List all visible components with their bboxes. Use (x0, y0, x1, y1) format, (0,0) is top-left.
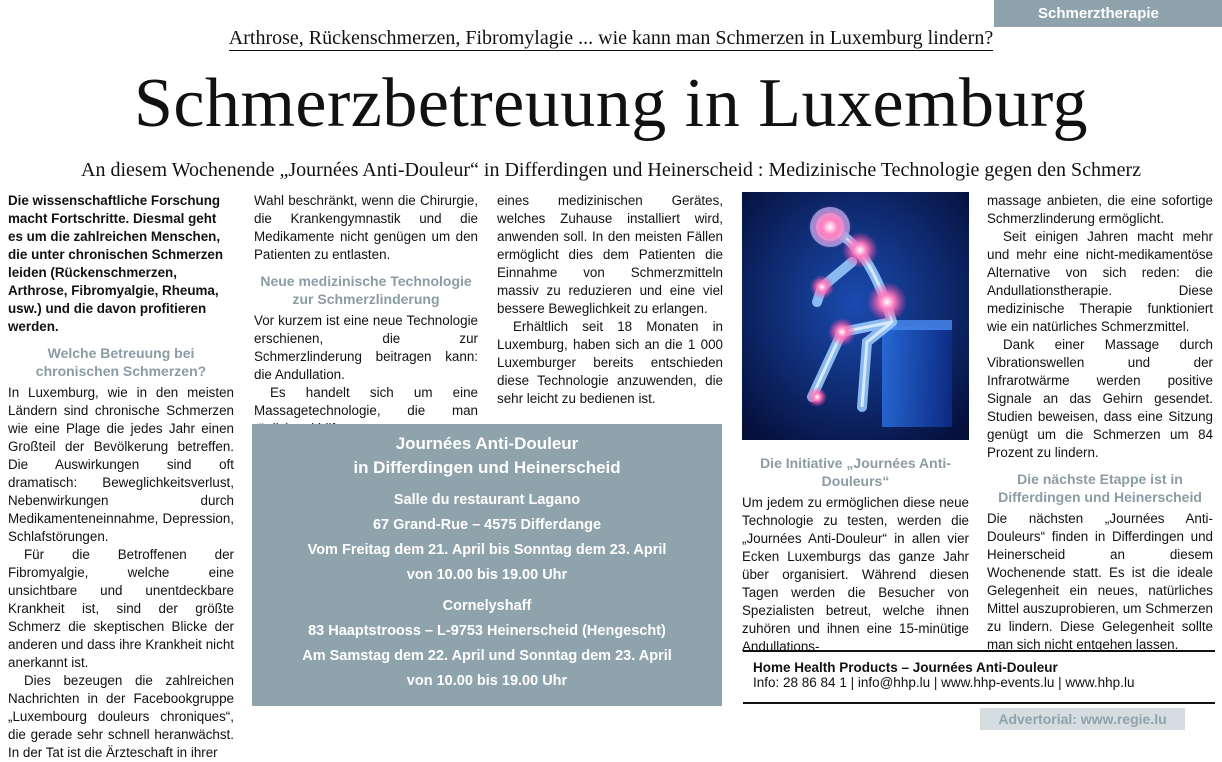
paragraph: Erhältlich seit 18 Monaten in Luxemburg, haben sich an die 1 000 Luxemburger bereits entschieden diese Technologie anzuwenden, die sehr leicht zu bedienen ist. (497, 319, 723, 406)
contact-box (743, 650, 1215, 704)
paragraph: In Luxemburg, wie in den meisten Ländern sind chronische Schmerzen wie eine Plage die jedes Jahr einen Großteil der Bevölkerung betreffen. Die Auswirkungen sind oft dramatisch: Beweglichkeitsverlust, Nebenwirkungen durch Medikamenteneinnahme, Depression, Schlafstörungen. (8, 385, 234, 544)
column-4 (742, 454, 969, 656)
venue-hours: von 10.00 bis 19.00 Uhr (406, 673, 568, 689)
paragraph: Um jedem zu ermöglichen diese neue Technologie zu testen, werden die „Journées Anti-Douleur“ in allen vier Ecken Luxemburgs das ganze Jahr über organisiert. Während diesen Tagen werden die Besucher von Spezialisten betreut, welche ihnen zuhören und ihnen eine 15-minütige Andullations- (742, 495, 969, 654)
venue-dates: Vom Freitag dem 21. April bis Sonntag dem 23. April (307, 542, 667, 558)
venue-hours: von 10.00 bis 19.00 Uhr (406, 567, 568, 583)
advertorial-label: Advertorial: www.regie.lu (980, 708, 1185, 730)
column-3 (497, 192, 723, 408)
subheading-initiative: Die Initiative „Journées Anti-Douleurs“ (760, 455, 951, 489)
pain-figure-image (742, 192, 969, 440)
subheading-technologie: Neue medizinische Technologie zur Schmerzlinderung (260, 273, 472, 307)
paragraph: Für die Betroffenen der Fibromyalgie, welche eine unsichtbare und unentdeckbare Krankheit ist, sind der größte Schmerz die skeptischen Blicke der anderen und dass ihre Krankheit nicht anerkannt ist. (8, 547, 234, 670)
paragraph: Wahl beschränkt, wenn die Chirurgie, die Krankengymnastik und die Medikamente nicht genügen um den Patienten zu entlasten. (254, 193, 478, 262)
kicker-text: Arthrose, Rückenschmerzen, Fibromylagie ... wie kann man Schmerzen in Luxemburg lindern? (228, 27, 994, 49)
venue-name: Cornelyshaff (442, 598, 532, 614)
paragraph: Dies bezeugen die zahlreichen Nachrichten in der Facebookgruppe „Luxembourg douleurs chroniques“, die gerade sehr schnell heranwächst. In der Tat ist die Ärzteschaft in ihrer (8, 673, 234, 760)
infobox-title: Journées Anti-Douleur (395, 434, 579, 453)
column-2 (254, 192, 478, 438)
subheading-betreuung: Welche Betreuung bei chronischen Schmerzen? (35, 345, 207, 379)
infobox-title: in Differdingen und Heinerscheid (353, 458, 621, 477)
paragraph: eines medizinischen Gerätes, welches Zuhause installiert wird, anwenden soll. In den meisten Fällen ermöglicht dies dem Patienten die Einnahme von Schmerzmitteln massiv zu reduzieren und eine viel bessere Beweglichkeit zu erlangen. (497, 193, 723, 316)
skeleton-figure-illustration (742, 192, 969, 440)
contact-info: Info: 28 86 84 1 | info@hhp.lu | www.hhp-events.lu | www.hhp.lu (753, 675, 1135, 690)
subheadline: An diesem Wochenende „Journées Anti-Douleur“ in Differdingen und Heinerscheid : Medizinische Technologie gegen den Schmerz (81, 159, 1141, 181)
venue-address: 83 Haaptstrooss – L-9753 Heinerscheid (Hengescht) (308, 623, 666, 639)
lead-paragraph: Die wissenschaftliche Forschung macht Fortschritte. Diesmal geht es um die zahlreichen Menschen, die unter chronischen Schmerzen leiden (Rückenschmerzen, Arthrose, Fibromyalgie, Rheuma, usw.) und die davon profitieren werden. (8, 193, 224, 334)
page-title: Schmerzbetreuung in Luxemburg (133, 65, 1089, 142)
section-tag: Schmerztherapie (994, 0, 1222, 27)
venue-name: Salle du restaurant Lagano (393, 492, 581, 508)
column-1 (8, 192, 234, 762)
contact-title: Home Health Products – Journées Anti-Douleur (753, 660, 1058, 675)
subheading-etappe: Die nächste Etappe ist in Differdingen und Heinerscheid (998, 471, 1202, 505)
paragraph: Dank einer Massage durch Vibrationswellen und der Infrarotwärme werden positive Signale an das Gehirn gesendet. Studien beweisen, dass eine Sitzung genügt um die Schmerzen um 84 Prozent zu lindern. (987, 337, 1213, 460)
paragraph: Die nächsten „Journées Anti-Douleurs“ finden in Differdingen und Heinerscheid an diesem Wochenende statt. Es ist die ideale Gelegenheit ein neues, natürliches Mittel auszuprobieren, um Schmerzen zu lindern. Diese Gelegenheit sollte man sich nicht entgehen lassen. (987, 511, 1213, 652)
event-info-box (252, 424, 722, 706)
paragraph: massage anbieten, die eine sofortige Schmerzlinderung ermöglicht. (987, 193, 1213, 226)
venue-address: 67 Grand-Rue – 4575 Differdange (372, 517, 602, 533)
column-5 (987, 192, 1213, 654)
paragraph: Seit einigen Jahren macht mehr und mehr eine nicht-medikamentöse Alternative von sich reden: die Andullationstherapie. Diese medizinische Therapie funktioniert wie ein natürliches Schmerzmittel. (987, 229, 1213, 334)
kicker (0, 27, 1222, 50)
paragraph: Vor kurzem ist eine neue Technologie erschienen, die zur Schmerzlinderung beitragen kann: die Andullation. (254, 313, 478, 382)
paragraph: Es handelt sich um eine Massagetechnologie, die man (254, 385, 478, 418)
venue-dates: Am Samstag dem 22. April und Sonntag dem 23. April (302, 648, 672, 664)
